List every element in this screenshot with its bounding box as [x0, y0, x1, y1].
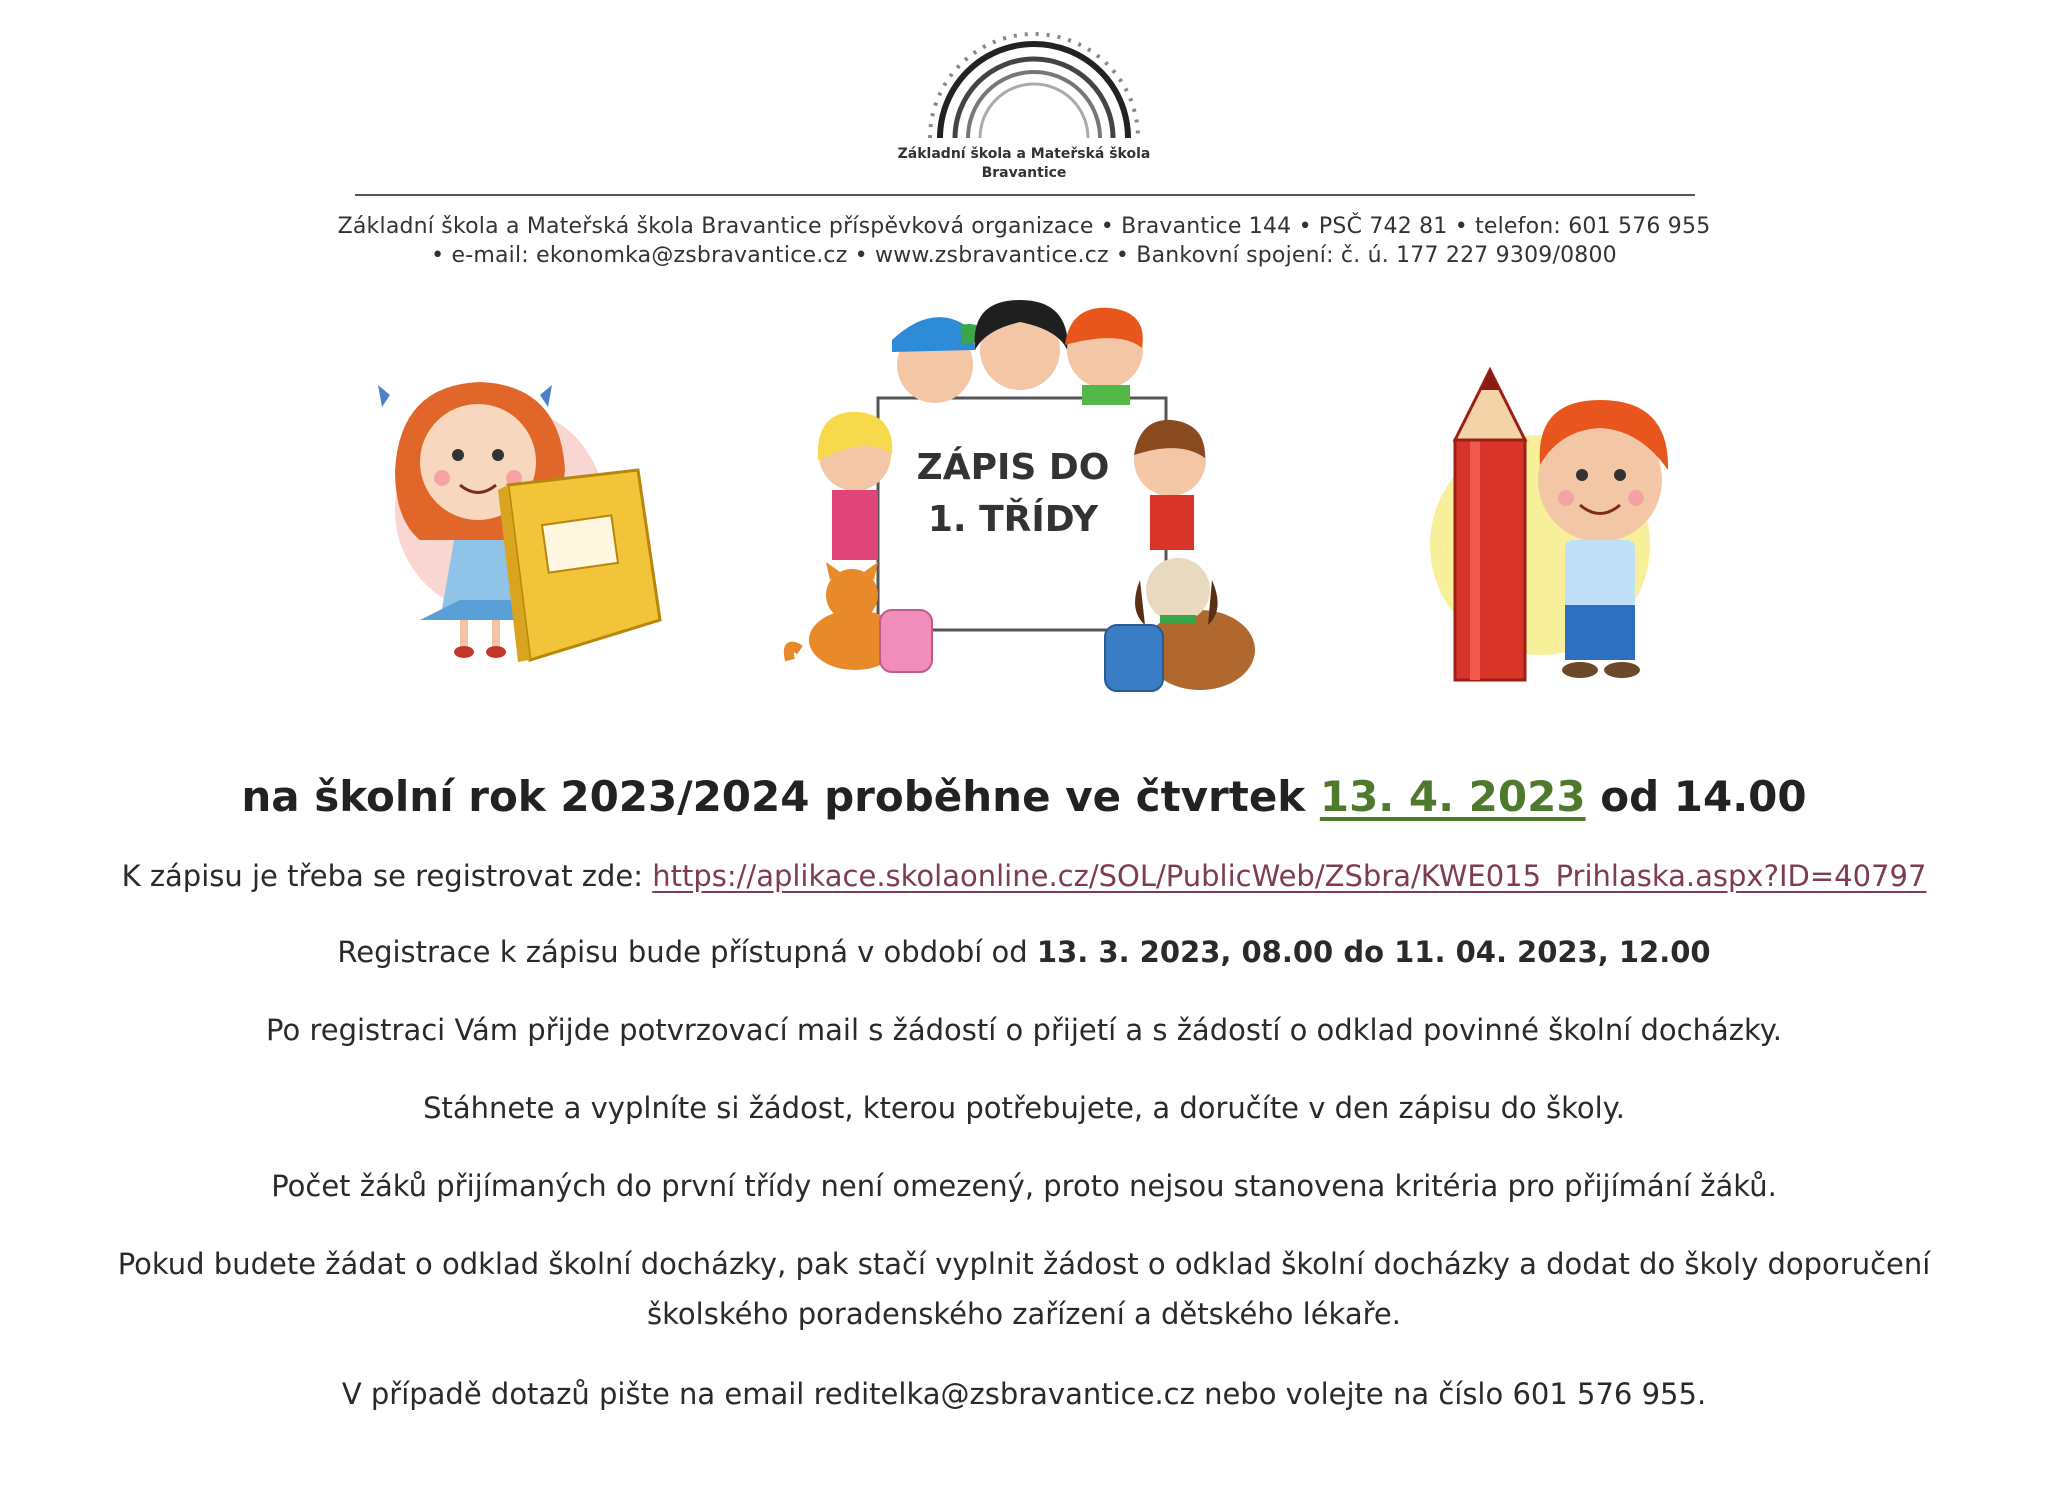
availability-text: Registrace k zápisu bude přístupná v období od: [337, 935, 1037, 969]
registration-text: K zápisu je třeba se registrovat zde:: [121, 859, 653, 893]
headline: [0, 772, 2048, 821]
logo-school-name: Základní škola a Mateřská škola: [897, 146, 1151, 162]
logo-school-town: Bravantice: [981, 165, 1067, 181]
availability-period: 13. 3. 2023, 08.00 do 11. 04. 2023, 12.00: [1036, 935, 1711, 969]
paragraph-deferral-line-2: školského poradenského zařízení a dětského lékaře.: [647, 1297, 1401, 1331]
registration-link[interactable]: https://aplikace.skolaonline.cz/SOL/PublicWeb/ZSbra/KWE015_Prihlaska.aspx?ID=40797: [652, 859, 1927, 893]
headline-date: 13. 4. 2023: [1319, 772, 1586, 821]
girl-with-book-icon: [378, 382, 660, 662]
availability-paragraph: [60, 928, 1988, 976]
paragraph-deferral-line-1: Pokud budete žádat o odklad školní docházky, pak stačí vyplnit žádost o odklad školní docházky a dodat do školy doporučení: [117, 1247, 1931, 1281]
header-divider: [355, 194, 1695, 196]
contact-line-1: Základní škola a Mateřská škola Bravantice příspěvková organizace • Bravantice 144 • PSČ 742 81 • telefon: 601 576 955: [337, 214, 1711, 239]
sign-title: [888, 442, 1138, 546]
headline-after: od 14.00: [1585, 772, 1807, 821]
sign-title-line-1: ZÁPIS DO: [916, 447, 1110, 488]
paragraph-contact: V případě dotazů pište na email reditelka@zsbravantice.cz nebo volejte na číslo 601 576 955.: [341, 1377, 1707, 1411]
paragraph-confirmation: Po registraci Vám přijde potvrzovací mail s žádostí o přijetí a s žádostí o odklad povinné školní docházky.: [266, 1013, 1782, 1047]
sign-title-line-2: 1. TŘÍDY: [927, 499, 1099, 540]
headline-before: na školní rok 2023/2024 proběhne ve čtvrtek: [241, 772, 1320, 821]
boy-with-pencil-icon: [1430, 370, 1668, 680]
paragraph-capacity: Počet žáků přijímaných do první třídy není omezený, proto nejsou stanovena kritéria pro přijímání žáků.: [271, 1169, 1777, 1203]
registration-paragraph: [60, 852, 1988, 900]
rainbow-logo-icon: [930, 34, 1138, 138]
contact-line-2: • e-mail: ekonomka@zsbravantice.cz • www.zsbravantice.cz • Bankovní spojení: č. ú. 177 227 9309/0800: [431, 243, 1617, 268]
paragraph-download: Stáhnete a vyplníte si žádost, kterou potřebujete, a doručíte v den zápisu do školy.: [423, 1091, 1625, 1125]
